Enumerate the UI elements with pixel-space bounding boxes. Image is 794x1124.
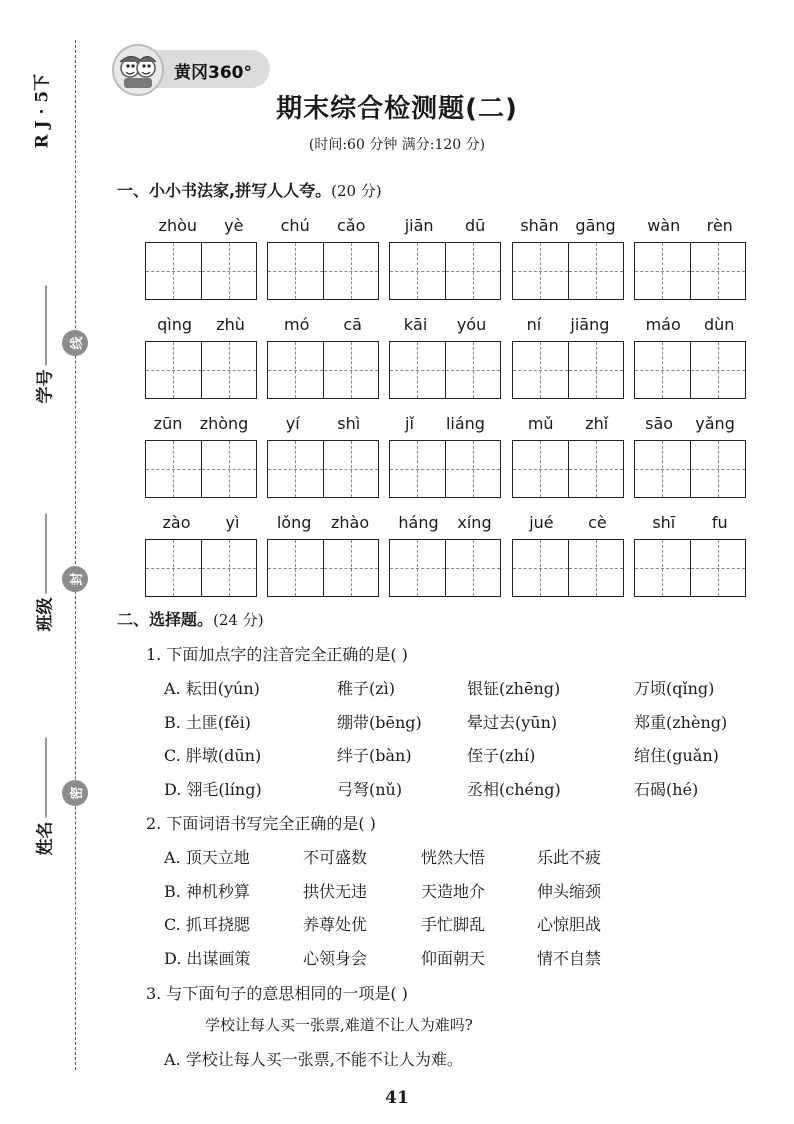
section1-points: (20 分) xyxy=(331,182,382,200)
pinyin-word xyxy=(634,214,746,300)
writing-box[interactable] xyxy=(690,243,746,299)
writing-box[interactable] xyxy=(635,540,690,596)
pinyin-word xyxy=(267,511,379,597)
pinyin-word xyxy=(389,412,501,498)
writing-box[interactable] xyxy=(445,540,501,596)
pinyin-syllable: chú xyxy=(280,216,310,235)
pinyin-syllable: rèn xyxy=(706,216,733,235)
pinyin-word xyxy=(267,313,379,399)
pinyin-syllable: dū xyxy=(464,216,486,235)
writing-box[interactable] xyxy=(635,342,690,398)
pinyin-syllable: liáng xyxy=(445,414,485,433)
exam-info: (时间:60 分钟 满分:120 分) xyxy=(308,137,486,153)
pinyin-syllable: jué xyxy=(529,513,554,532)
writing-box[interactable] xyxy=(635,441,690,497)
option-item: 弓弩(nǔ) xyxy=(337,779,403,799)
writing-box[interactable] xyxy=(201,441,257,497)
brand-logo xyxy=(112,44,272,94)
pinyin-syllable: fu xyxy=(711,513,728,532)
page-number: 41 xyxy=(385,1088,409,1108)
class-field[interactable] xyxy=(31,502,56,632)
pinyin-word xyxy=(145,412,257,498)
writing-box[interactable] xyxy=(390,342,445,398)
option-label[interactable]: D. 翎毛(líng) xyxy=(164,779,262,799)
option-item: 心惊胆战 xyxy=(537,915,602,934)
question-3-sentence: 学校让每人买一张票,难道不让人为难吗? xyxy=(205,1016,473,1034)
option-label[interactable]: B. 神机秒算 xyxy=(164,881,250,901)
seal-secret-badge: 密 xyxy=(62,780,88,806)
pinyin-word xyxy=(145,214,257,300)
student-no-field[interactable] xyxy=(31,274,56,404)
pinyin-syllable: kāi xyxy=(403,315,428,334)
option-label[interactable]: A. 耘田(yún) xyxy=(164,679,260,698)
option-item: 情不自禁 xyxy=(537,948,602,968)
pinyin-syllable: lǒng xyxy=(276,513,312,532)
writing-box[interactable] xyxy=(690,342,746,398)
pinyin-syllable: jiān xyxy=(404,216,434,235)
pinyin-syllable: yí xyxy=(285,414,300,433)
writing-box[interactable] xyxy=(568,342,624,398)
pinyin-syllable: gāng xyxy=(575,216,616,235)
class-label: 班级 xyxy=(35,597,56,632)
pinyin-word xyxy=(145,511,257,597)
pinyin-word xyxy=(634,313,746,399)
question-3-option-a[interactable]: A. 学校让每人买一张票,不能不让人为难。 xyxy=(164,1050,463,1069)
writing-box[interactable] xyxy=(445,342,501,398)
pinyin-syllable: yì xyxy=(225,513,240,532)
pinyin-syllable: yóu xyxy=(456,315,487,334)
pinyin-syllable: zhòu xyxy=(158,216,198,235)
option-item: 伸头缩颈 xyxy=(537,881,602,901)
pinyin-syllable: jǐ xyxy=(405,414,414,433)
name-label: 姓名 xyxy=(35,821,56,856)
pinyin-syllable: shī xyxy=(652,513,676,532)
option-item: 天造地介 xyxy=(421,881,486,901)
writing-box[interactable] xyxy=(513,441,568,497)
pinyin-word xyxy=(634,412,746,498)
pinyin-word xyxy=(512,511,624,597)
option-item: 仰面朝天 xyxy=(421,948,486,968)
pinyin-syllable: shān xyxy=(520,216,559,235)
seal-line-badge: 线 xyxy=(62,330,88,356)
writing-box[interactable] xyxy=(201,243,257,299)
question-1-stem: 1. 下面加点字的注音完全正确的是( ) xyxy=(146,645,408,664)
question-3-stem: 3. 与下面句子的意思相同的一项是( ) xyxy=(146,984,408,1003)
pinyin-syllable: shì xyxy=(337,414,361,433)
pinyin-word xyxy=(634,511,746,597)
pinyin-syllable: zhào xyxy=(331,513,370,532)
option-item: 郑重(zhèng) xyxy=(634,712,728,732)
writing-box[interactable] xyxy=(568,540,624,596)
option-label[interactable]: D. 出谋画策 xyxy=(164,948,251,968)
pinyin-syllable: ní xyxy=(526,315,542,334)
seal-seal-badge: 封 xyxy=(62,566,88,592)
pinyin-word xyxy=(512,214,624,300)
pinyin-syllable: zūn xyxy=(153,414,183,433)
pinyin-syllable: sāo xyxy=(645,414,674,433)
edition-label: R J · 5下 xyxy=(32,73,53,149)
pinyin-word xyxy=(267,412,379,498)
writing-box[interactable] xyxy=(568,441,624,497)
pinyin-syllable: zào xyxy=(162,513,191,532)
pinyin-word xyxy=(512,313,624,399)
writing-box[interactable] xyxy=(390,540,445,596)
writing-box[interactable] xyxy=(568,243,624,299)
option-label[interactable]: A. 顶天立地 xyxy=(164,848,250,867)
writing-box[interactable] xyxy=(146,342,201,398)
writing-box[interactable] xyxy=(445,441,501,497)
section1-heading xyxy=(117,178,382,201)
writing-box[interactable] xyxy=(146,540,201,596)
writing-box[interactable] xyxy=(146,441,201,497)
writing-box[interactable] xyxy=(201,342,257,398)
pinyin-syllable: háng xyxy=(398,513,439,532)
pinyin-syllable: wàn xyxy=(647,216,681,235)
option-item: 手忙脚乱 xyxy=(421,915,486,934)
option-label[interactable]: C. 抓耳挠腮 xyxy=(164,915,250,934)
pinyin-word xyxy=(512,412,624,498)
writing-box[interactable] xyxy=(513,540,568,596)
option-item: 石碣(hé) xyxy=(634,779,699,799)
section2-points: (24 分) xyxy=(213,611,264,629)
section1-title: 一、小小书法家,拼写人人夸。 xyxy=(117,181,332,200)
pinyin-syllable: cè xyxy=(588,513,607,532)
option-item: 晕过去(yūn) xyxy=(467,712,558,732)
pinyin-syllable: zhǐ xyxy=(585,414,609,433)
pinyin-word xyxy=(389,511,501,597)
option-item: 养尊处优 xyxy=(303,915,368,934)
writing-box[interactable] xyxy=(268,342,323,398)
section2-title: 二、选择题。 xyxy=(117,610,214,629)
option-item: 侄子(zhí) xyxy=(467,746,536,765)
pinyin-syllable: mǔ xyxy=(527,414,554,433)
option-item: 不可盛数 xyxy=(303,848,368,867)
writing-box[interactable] xyxy=(323,342,379,398)
writing-box[interactable] xyxy=(635,243,690,299)
writing-box[interactable] xyxy=(201,540,257,596)
option-item: 恍然大悟 xyxy=(421,848,486,867)
pinyin-syllable: zhòng xyxy=(199,414,249,433)
question-2-stem: 2. 下面词语书写完全正确的是( ) xyxy=(146,814,376,833)
writing-box[interactable] xyxy=(390,243,445,299)
writing-box[interactable] xyxy=(268,540,323,596)
writing-box[interactable] xyxy=(445,243,501,299)
option-item: 万顷(qǐng) xyxy=(634,679,715,698)
option-item: 银钲(zhēng) xyxy=(467,679,561,698)
option-label[interactable]: C. 胖墩(dūn) xyxy=(164,746,262,765)
option-item: 心领身会 xyxy=(303,948,368,968)
pinyin-word xyxy=(389,313,501,399)
option-item: 绷带(bēng) xyxy=(337,712,422,732)
writing-box[interactable] xyxy=(323,540,379,596)
writing-box[interactable] xyxy=(690,441,746,497)
writing-box[interactable] xyxy=(323,441,379,497)
binding-dashed-line xyxy=(75,40,76,1070)
pinyin-word xyxy=(389,214,501,300)
pinyin-syllable: qìng xyxy=(157,315,192,334)
option-label[interactable]: B. 土匪(fěi) xyxy=(164,712,251,732)
pinyin-word xyxy=(267,214,379,300)
brand-name: 黄冈360° xyxy=(174,63,252,83)
option-item: 乐此不疲 xyxy=(537,848,602,867)
option-item: 绊子(bàn) xyxy=(337,746,412,765)
page-title: 期末综合检测题(二) xyxy=(276,94,518,124)
writing-box[interactable] xyxy=(146,243,201,299)
writing-box[interactable] xyxy=(323,243,379,299)
pinyin-syllable: yǎng xyxy=(695,414,735,433)
writing-box[interactable] xyxy=(268,441,323,497)
pinyin-syllable: yè xyxy=(224,216,244,235)
section2-heading xyxy=(117,607,264,630)
pinyin-syllable: jiāng xyxy=(570,315,610,334)
writing-box[interactable] xyxy=(390,441,445,497)
option-item: 绾住(guǎn) xyxy=(634,746,719,765)
student-no-label: 学号 xyxy=(35,369,56,404)
option-item: 丞相(chéng) xyxy=(467,779,561,799)
writing-box[interactable] xyxy=(513,243,568,299)
pinyin-syllable: mó xyxy=(284,315,310,334)
writing-box[interactable] xyxy=(513,342,568,398)
writing-box[interactable] xyxy=(690,540,746,596)
option-item: 稚子(zì) xyxy=(337,679,396,698)
name-field[interactable] xyxy=(31,726,56,856)
writing-box[interactable] xyxy=(268,243,323,299)
pinyin-word xyxy=(145,313,257,399)
pinyin-syllable: xíng xyxy=(457,513,492,532)
pinyin-syllable: dùn xyxy=(703,315,735,334)
option-item: 拱伏无违 xyxy=(303,881,368,901)
pinyin-syllable: máo xyxy=(645,315,681,334)
pinyin-syllable: cǎo xyxy=(336,216,366,235)
pinyin-syllable: cā xyxy=(343,315,362,334)
pinyin-syllable: zhù xyxy=(216,315,245,334)
